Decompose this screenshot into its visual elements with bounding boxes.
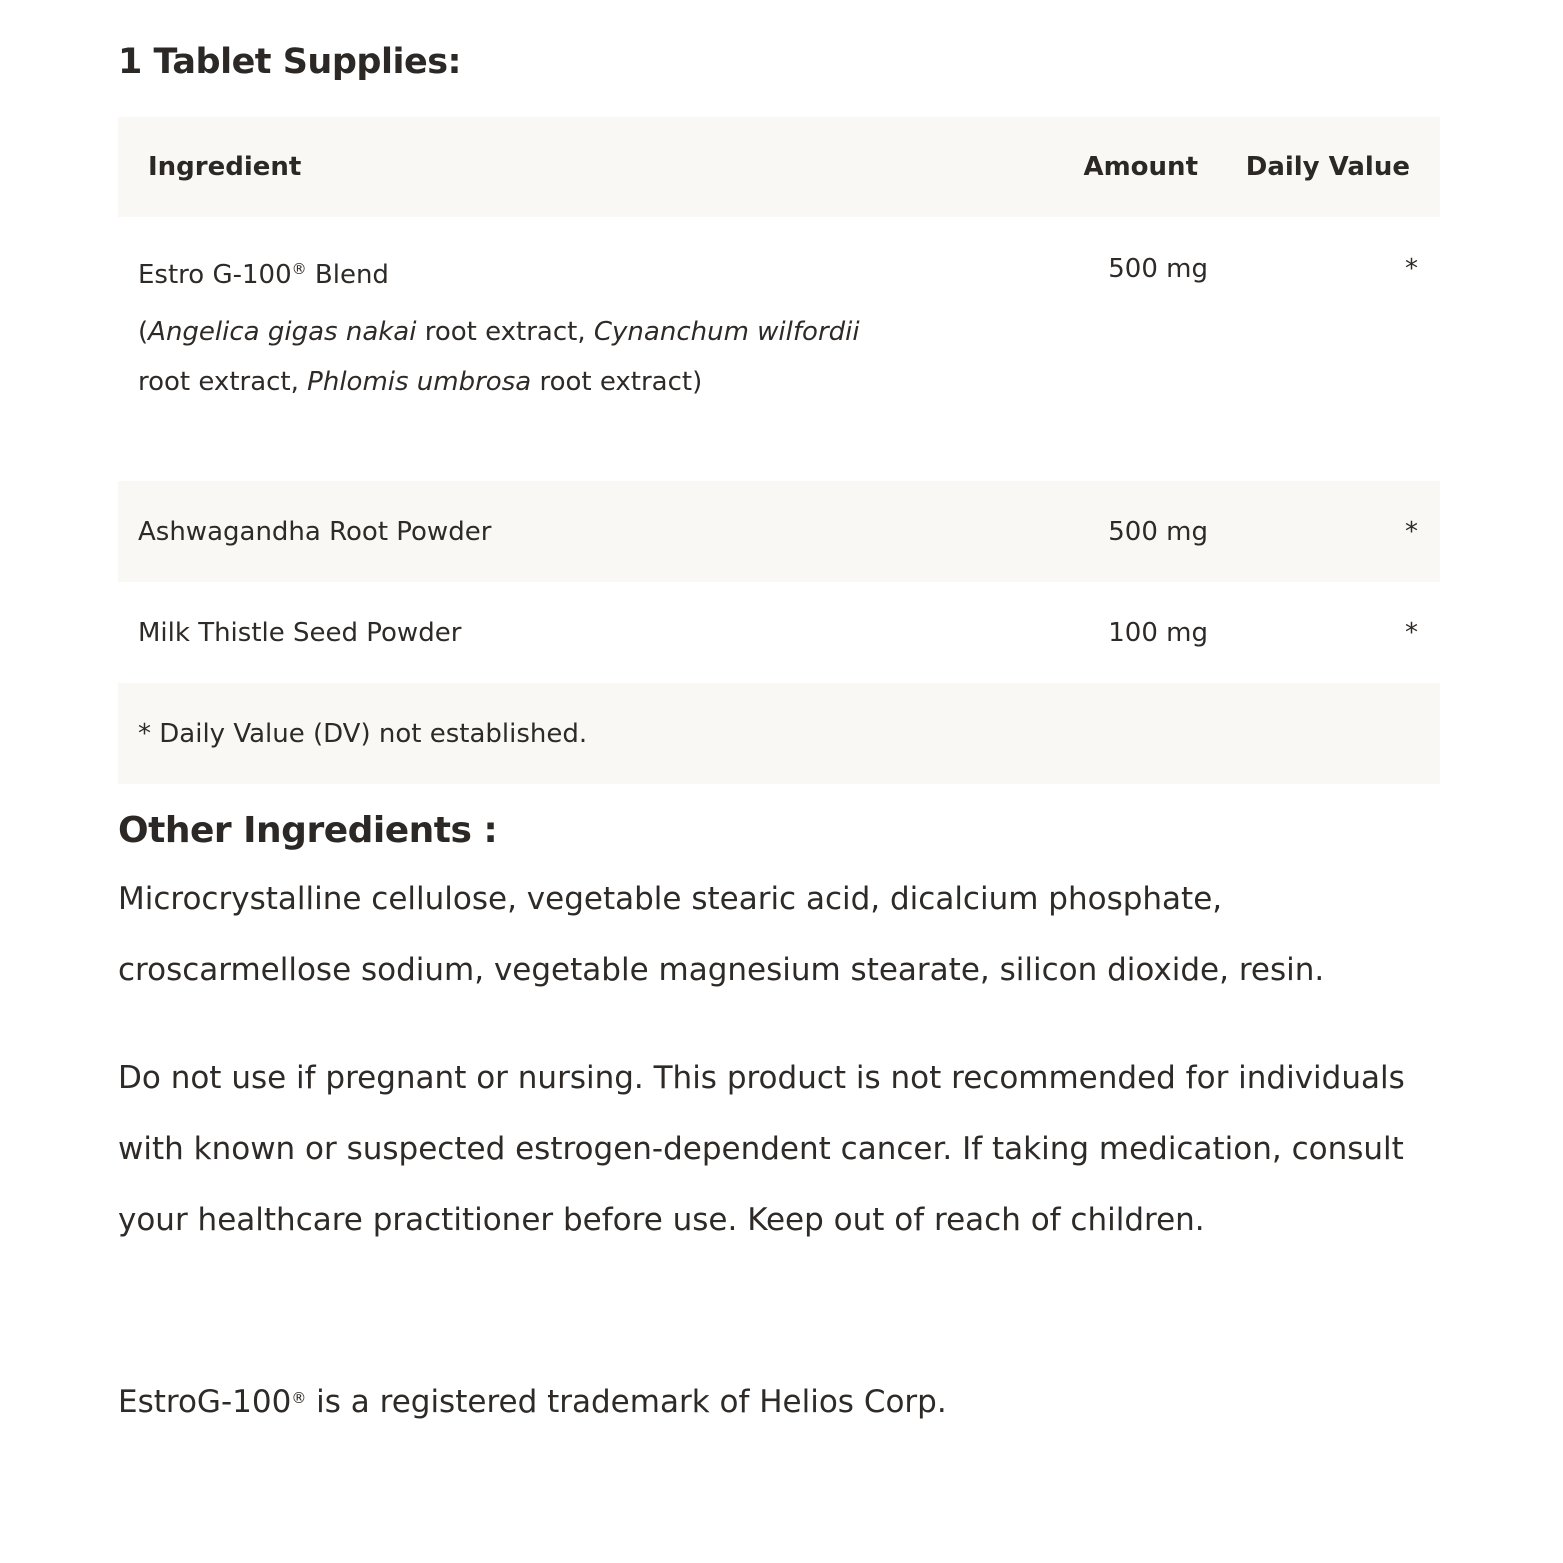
- trademark-prefix: EstroG-100: [118, 1384, 292, 1420]
- table-row: [118, 582, 1440, 683]
- blend-ingredient-cell: [118, 217, 1020, 481]
- blend-components: [138, 317, 860, 397]
- row-ingredient: Ashwagandha Root Powder: [118, 481, 1020, 582]
- table-row-blend: [118, 217, 1440, 481]
- row-daily-value: *: [1405, 617, 1418, 648]
- trademark-notice: [118, 1363, 1440, 1438]
- header-amount: Amount: [1020, 117, 1208, 217]
- blend-daily-value: *: [1405, 254, 1418, 284]
- row-daily-value: *: [1208, 481, 1440, 582]
- blend-part-3: root extract): [531, 367, 703, 397]
- table-header-row: [118, 117, 1440, 217]
- registered-mark: ®: [291, 1389, 307, 1407]
- table-footnote-row: [118, 683, 1440, 784]
- blend-part-1: root extract,: [416, 317, 594, 347]
- blend-name-suffix: Blend: [306, 260, 389, 290]
- other-ingredients-title: Other Ingredients :: [118, 810, 498, 851]
- blend-name: [138, 251, 1020, 293]
- daily-value-footnote: * Daily Value (DV) not established.: [118, 683, 1440, 784]
- row-amount: 500 mg: [1020, 481, 1208, 582]
- table-row: [118, 481, 1440, 582]
- header-ingredient: Ingredient: [118, 117, 1020, 217]
- blend-name-prefix: Estro G-100: [138, 260, 292, 290]
- herb-cynanchum: Cynanchum wilfordii: [593, 317, 860, 347]
- paren-open: (: [138, 317, 149, 347]
- other-ingredients-text: Microcrystalline cellulose, vegetable stearic acid, dicalcium phosphate, croscarmellose sodium, vegetable magnesium stearate, silicon dioxide, resin.: [118, 881, 1325, 988]
- trademark-suffix: is a registered trademark of Helios Corp.: [306, 1384, 947, 1420]
- supplement-facts-table: [118, 117, 1440, 784]
- row-amount: 100 mg: [1108, 617, 1208, 648]
- blend-amount: 500 mg: [1108, 254, 1208, 284]
- warning-text: Do not use if pregnant or nursing. This product is not recommended for individuals with known or suspected estrogen-dependent cancer. If taking medication, consult your healthcare practitioner before use. Keep out of reach of children.: [118, 1060, 1405, 1238]
- blend-part-2: root extract,: [138, 367, 308, 397]
- herb-phlomis: Phlomis umbrosa: [307, 367, 532, 397]
- herb-angelica: Angelica gigas nakai: [148, 317, 417, 347]
- registered-mark: ®: [291, 260, 307, 278]
- row-ingredient: Milk Thistle Seed Powder: [138, 617, 462, 648]
- header-daily-value: Daily Value: [1208, 117, 1440, 217]
- supplies-title: 1 Tablet Supplies:: [118, 42, 462, 82]
